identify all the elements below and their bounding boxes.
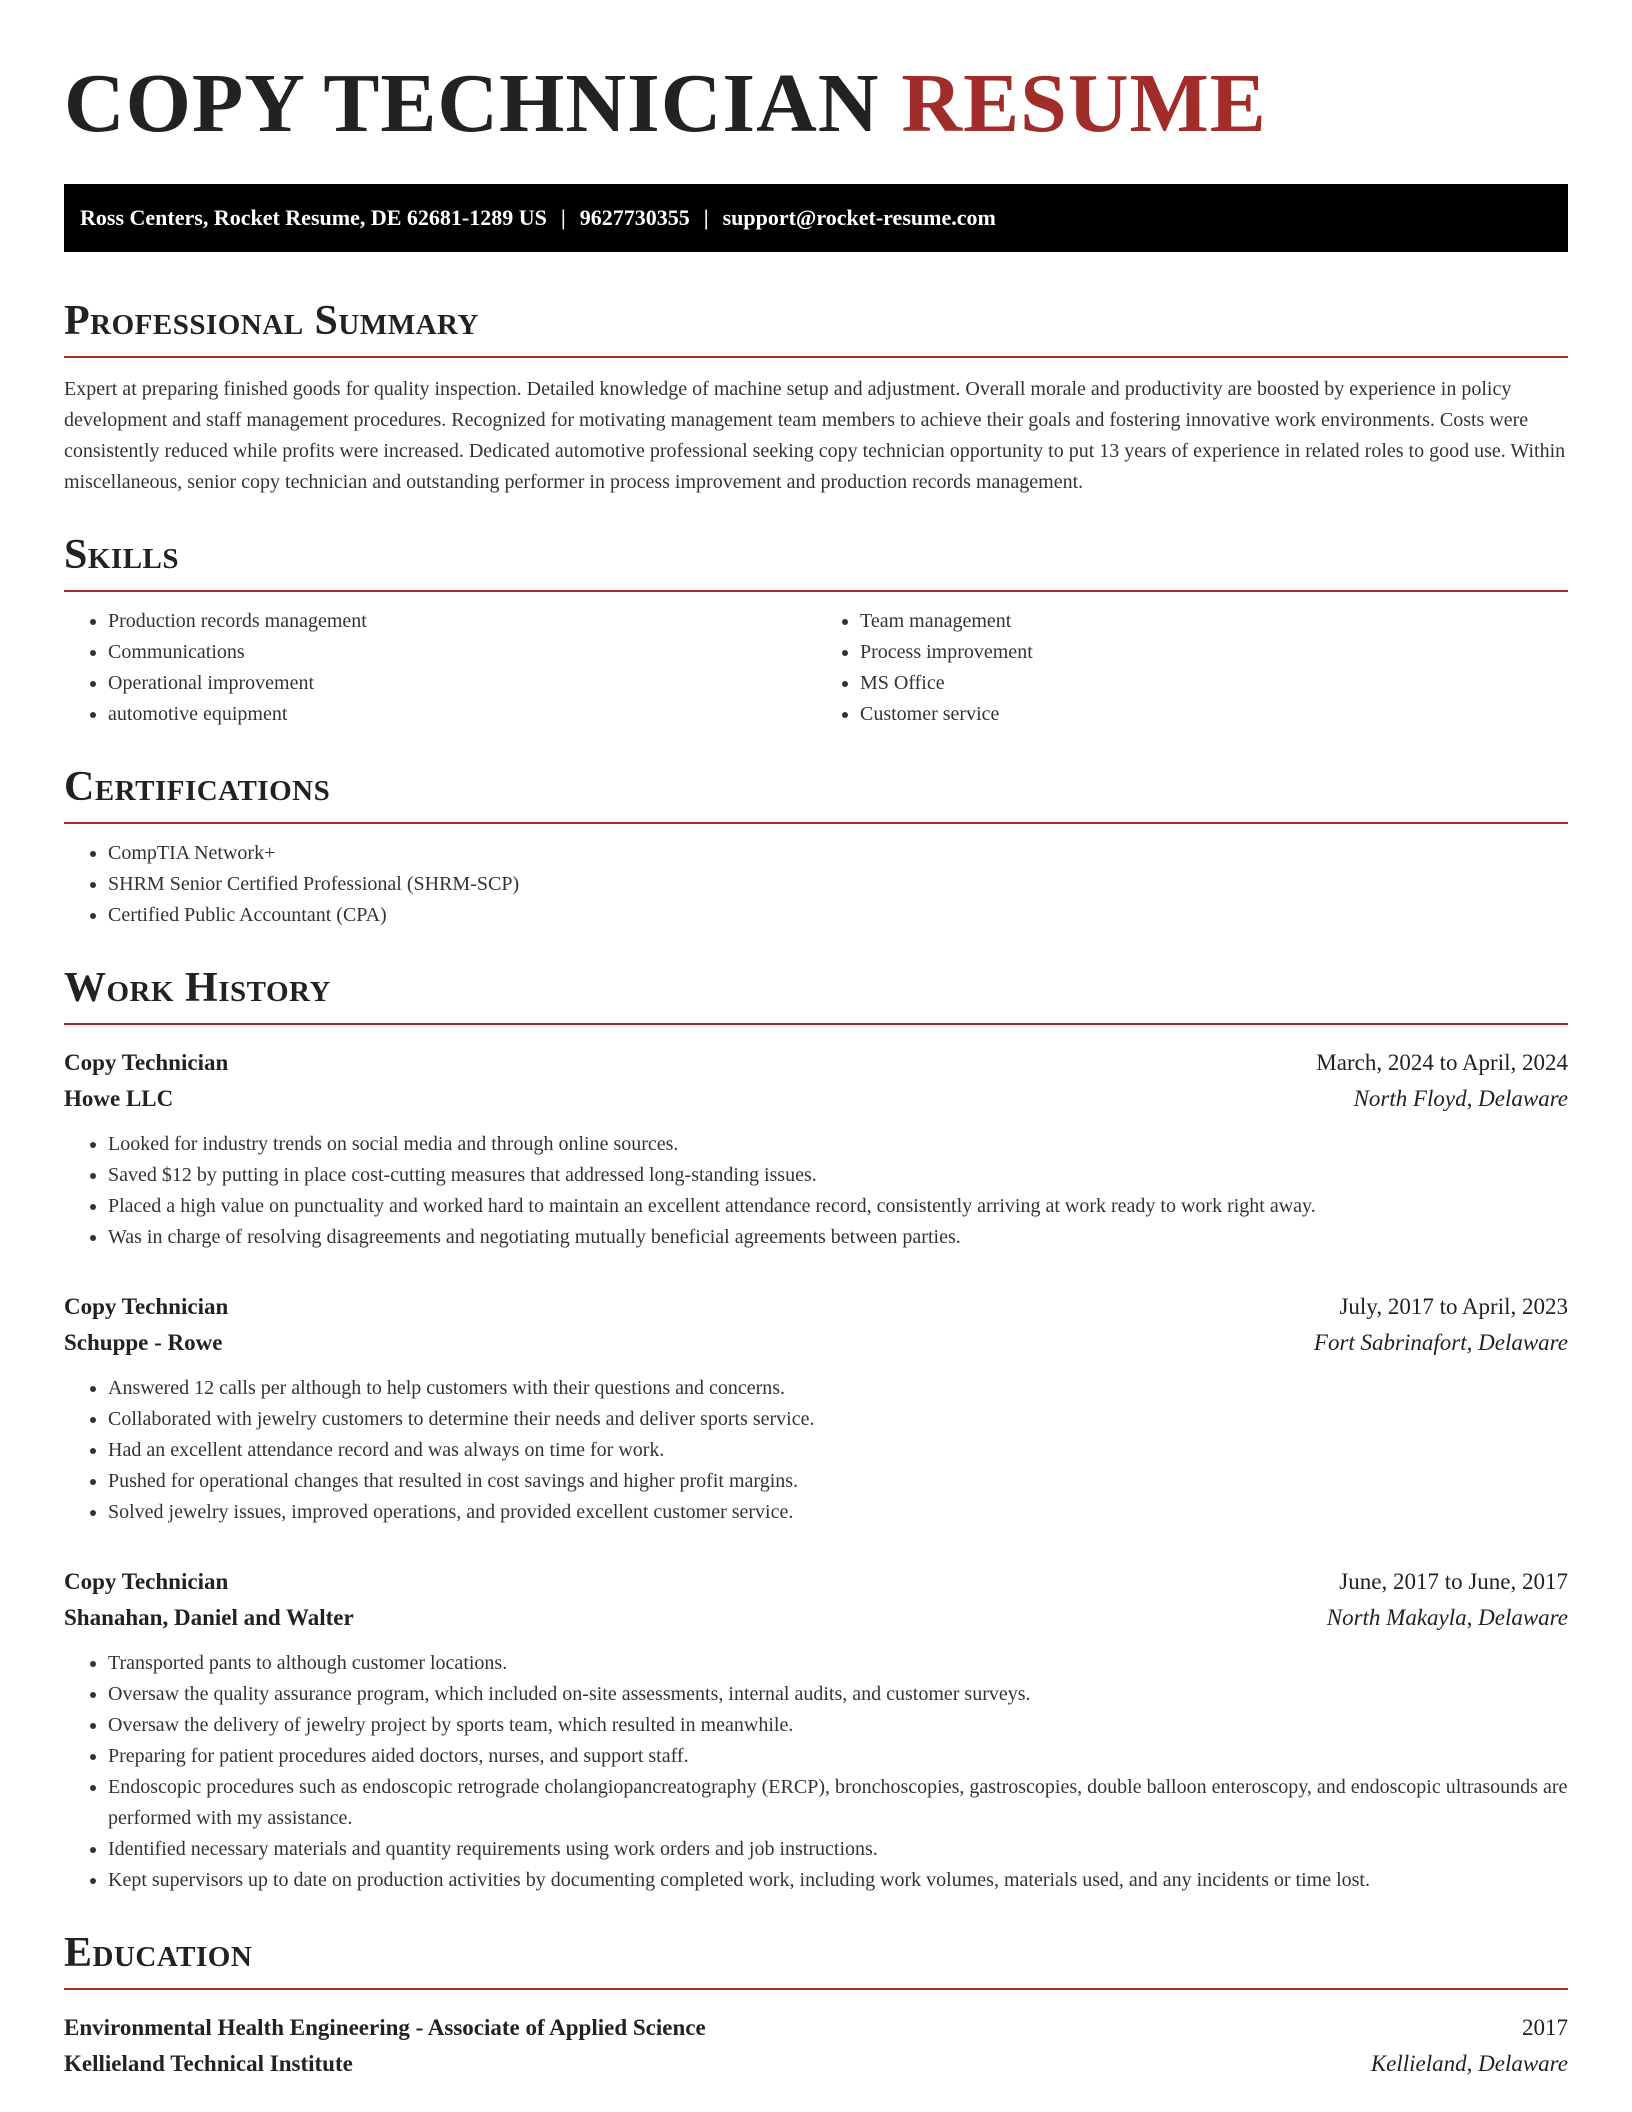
job-bullet: • Oversaw the delivery of jewelry project by sports team, which resulted in meanwhile. — [108, 1710, 1568, 1741]
education-entry — [64, 2010, 1568, 2082]
section-heading-education: Education — [64, 1932, 1568, 1990]
job-bullet: • Preparing for patient procedures aided doctors, nurses, and support staff. — [108, 1741, 1568, 1772]
contact-separator: | — [703, 205, 709, 230]
certification-item: • CompTIA Network+ — [108, 838, 1568, 869]
job-dates: June, 2017 to June, 2017 — [1339, 1569, 1568, 1594]
job-location: North Floyd, Delaware — [1353, 1086, 1568, 1111]
job-company: Shanahan, Daniel and Walter — [64, 1605, 354, 1630]
skill-item: • MS Office — [860, 668, 1568, 699]
contact-address: Ross Centers, Rocket Resume, DE 62681-1289 US — [80, 205, 547, 230]
job-location: North Makayla, Delaware — [1326, 1605, 1568, 1630]
title-accent: RESUME — [901, 57, 1267, 150]
job-title: Copy Technician — [64, 1050, 229, 1075]
job-bullet: • Endoscopic procedures such as endoscopic retrograde cholangiopancreatography (ERCP), bronchoscopies, gastroscopies, double balloon enteroscopy, and endoscopic ultrasounds are performed with my assistance. — [108, 1772, 1568, 1834]
skill-item: • Operational improvement — [108, 668, 816, 699]
section-heading-skills: Skills — [64, 534, 1568, 592]
contact-email: support@rocket-resume.com — [722, 205, 996, 230]
contact-phone: 9627730355 — [579, 205, 690, 230]
job-bullet: • Saved $12 by putting in place cost-cutting measures that addressed long-standing issues. — [108, 1160, 1568, 1191]
skills-list-left — [64, 606, 816, 730]
certifications-list — [64, 838, 1568, 931]
certifications-section — [64, 766, 1568, 931]
job-dates: March, 2024 to April, 2024 — [1316, 1050, 1568, 1075]
work-history-section — [64, 967, 1568, 1896]
skill-item: • Process improvement — [860, 637, 1568, 668]
skills-section — [64, 534, 1568, 730]
professional-summary-section — [64, 300, 1568, 498]
skill-item: • Communications — [108, 637, 816, 668]
education-location: Kellieland, Delaware — [1370, 2051, 1568, 2076]
contact-separator: | — [560, 205, 566, 230]
certification-item: • Certified Public Accountant (CPA) — [108, 900, 1568, 931]
job-entry — [64, 1045, 1568, 1253]
resume-title — [64, 50, 1568, 150]
job-bullet: • Transported pants to although customer locations. — [108, 1648, 1568, 1679]
skill-item: • Production records management — [108, 606, 816, 637]
education-degree: Environmental Health Engineering - Associate of Applied Science — [64, 2015, 706, 2040]
job-bullet: • Kept supervisors up to date on production activities by documenting completed work, including work volumes, materials used, and any incidents or time lost. — [108, 1865, 1568, 1896]
job-entry — [64, 1564, 1568, 1896]
contact-bar — [64, 184, 1568, 252]
job-bullet: • Was in charge of resolving disagreements and negotiating mutually beneficial agreements between parties. — [108, 1222, 1568, 1253]
education-year: 2017 — [1522, 2015, 1568, 2040]
job-bullet: • Pushed for operational changes that resulted in cost savings and higher profit margins. — [108, 1466, 1568, 1497]
section-heading-work-history: Work History — [64, 967, 1568, 1025]
job-bullet: • Had an excellent attendance record and was always on time for work. — [108, 1435, 1568, 1466]
job-company: Schuppe - Rowe — [64, 1330, 223, 1355]
education-school: Kellieland Technical Institute — [64, 2051, 353, 2076]
section-heading-certifications: Certifications — [64, 766, 1568, 824]
job-entry — [64, 1289, 1568, 1528]
job-title: Copy Technician — [64, 1569, 229, 1594]
job-bullet: • Looked for industry trends on social media and through online sources. — [108, 1129, 1568, 1160]
skill-item: • Customer service — [860, 699, 1568, 730]
job-company: Howe LLC — [64, 1086, 174, 1111]
job-bullets — [64, 1648, 1568, 1896]
skill-item: • automotive equipment — [108, 699, 816, 730]
section-heading-summary: Professional Summary — [64, 300, 1568, 358]
job-bullet: • Placed a high value on punctuality and worked hard to maintain an excellent attendance record, consistently arriving at work ready to work right away. — [108, 1191, 1568, 1222]
job-bullet: • Answered 12 calls per although to help customers with their questions and concerns. — [108, 1373, 1568, 1404]
job-title: Copy Technician — [64, 1294, 229, 1319]
job-location: Fort Sabrinafort, Delaware — [1313, 1330, 1568, 1355]
job-bullet: • Identified necessary materials and quantity requirements using work orders and job instructions. — [108, 1834, 1568, 1865]
skill-item: • Team management — [860, 606, 1568, 637]
certification-item: • SHRM Senior Certified Professional (SHRM-SCP) — [108, 869, 1568, 900]
job-bullets — [64, 1129, 1568, 1253]
job-dates: July, 2017 to April, 2023 — [1339, 1294, 1568, 1319]
job-bullet: • Oversaw the quality assurance program, which included on-site assessments, internal audits, and customer surveys. — [108, 1679, 1568, 1710]
skills-columns — [64, 592, 1568, 730]
summary-text: Expert at preparing finished goods for quality inspection. Detailed knowledge of machine setup and adjustment. Overall morale and productivity are boosted by experience in policy development and staff management procedures. Recognized for motivating management team members to achieve their goals and fostering innovative work environments. Costs were consistently reduced while profits were increased. Dedicated automotive professional seeking copy technician opportunity to put 13 years of experience in related roles to good use. Within miscellaneous, senior copy technician and outstanding performer in process improvement and production records management. — [64, 378, 1566, 493]
job-bullets — [64, 1373, 1568, 1528]
skills-list-right — [816, 606, 1568, 730]
title-main: COPY TECHNICIAN — [64, 57, 880, 150]
job-bullet: • Solved jewelry issues, improved operations, and provided excellent customer service. — [108, 1497, 1568, 1528]
education-section — [64, 1932, 1568, 2082]
job-bullet: • Collaborated with jewelry customers to determine their needs and deliver sports service. — [108, 1404, 1568, 1435]
